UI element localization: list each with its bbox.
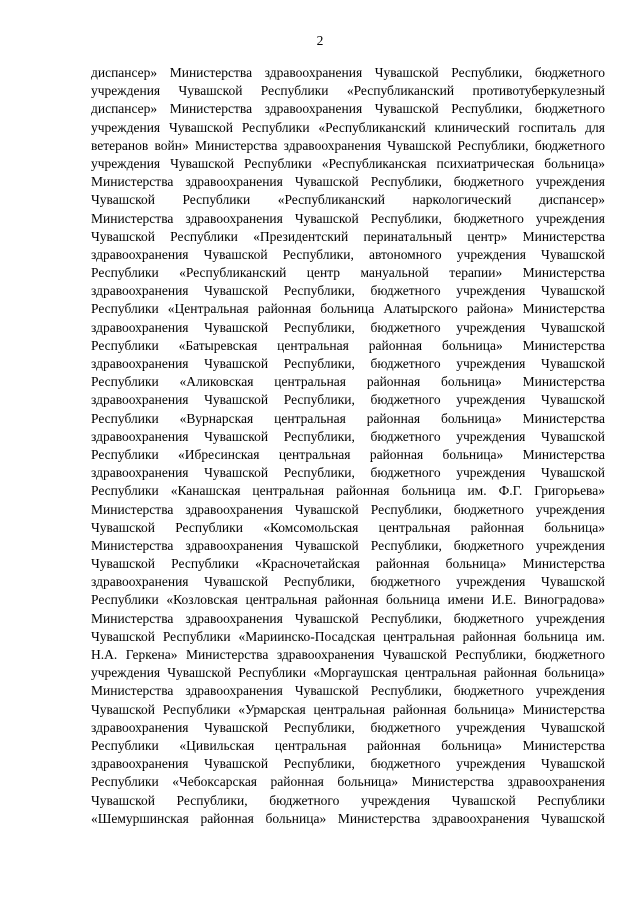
text-line: здравоохранения Чувашской Республики, бюджетного учреждения Чувашской	[91, 319, 605, 335]
text-line: Чувашской Республики «Красночетайская районная больница» Министерства	[91, 556, 605, 572]
page-number: 2	[316, 33, 324, 48]
text-line: Республики «Батыревская центральная районная больница» Министерства	[91, 337, 605, 353]
text-line: Министерства здравоохранения Чувашской Республики, бюджетного учреждения	[91, 174, 605, 190]
text-line: здравоохранения Чувашской Республики, автономного учреждения Чувашской	[91, 246, 605, 262]
text-line: «Шемуршинская районная больница» Министерства здравоохранения Чувашской	[91, 810, 605, 826]
text-line: учреждения Чувашской Республики «Республиканская психиатрическая больница»	[91, 155, 605, 171]
text-line: Чувашской Республики «Комсомольская центральная районная больница»	[91, 519, 605, 535]
text-line: здравоохранения Чувашской Республики, бюджетного учреждения Чувашской	[91, 574, 605, 590]
text-line: Министерства здравоохранения Чувашской Республики, бюджетного учреждения	[91, 501, 605, 517]
text-line: Чувашской Республики «Урмарская центральная районная больница» Министерства	[91, 701, 605, 717]
text-line: Чувашской Республики «Президентский перинатальный центр» Министерства	[91, 228, 605, 244]
text-line: Министерства здравоохранения Чувашской Республики, бюджетного учреждения	[91, 210, 605, 226]
text-line: диспансер» Министерства здравоохранения Чувашской Республики, бюджетного	[91, 65, 605, 80]
text-line: ветеранов войн» Министерства здравоохранения Чувашской Республики, бюджетного	[91, 137, 605, 153]
text-line: Министерства здравоохранения Чувашской Республики, бюджетного учреждения	[91, 537, 605, 553]
text-line: здравоохранения Чувашской Республики, бюджетного учреждения Чувашской	[91, 719, 605, 735]
text-line: учреждения Чувашской Республики «Республиканский клинический госпиталь для	[91, 119, 605, 135]
text-line: Чувашской Республики «Республиканский наркологический диспансер»	[91, 192, 605, 208]
text-line: здравоохранения Чувашской Республики, бюджетного учреждения Чувашской	[91, 465, 605, 481]
text-line: учреждения Чувашской Республики «Республиканский противотуберкулезный	[91, 83, 605, 99]
text-line: Чувашской Республики «Мариинско-Посадская центральная районная больница им.	[91, 628, 605, 644]
text-line: Республики «Канашская центральная районная больница им. Ф.Г. Григорьева»	[91, 483, 605, 499]
text-line: здравоохранения Чувашской Республики, бюджетного учреждения Чувашской	[91, 756, 605, 772]
text-line: Республики «Чебоксарская районная больница» Министерства здравоохранения	[91, 774, 605, 790]
text-line: Республики «Аликовская центральная районная больница» Министерства	[91, 374, 605, 390]
text-line: Чувашской Республики, бюджетного учреждения Чувашской Республики	[91, 792, 605, 808]
document-body	[91, 64, 605, 828]
text-line: Республики «Вурнарская центральная районная больница» Министерства	[91, 410, 605, 426]
text-line: диспансер» Министерства здравоохранения Чувашской Республики, бюджетного	[91, 101, 605, 117]
text-line: Министерства здравоохранения Чувашской Республики, бюджетного учреждения	[91, 683, 605, 699]
text-line: здравоохранения Чувашской Республики, бюджетного учреждения Чувашской	[91, 392, 605, 408]
text-line: Республики «Цивильская центральная районная больница» Министерства	[91, 737, 605, 753]
text-line: Н.А. Геркена» Министерства здравоохранения Чувашской Республики, бюджетного	[91, 647, 605, 662]
text-line: здравоохранения Чувашской Республики, бюджетного учреждения Чувашской	[91, 428, 605, 444]
text-line: здравоохранения Чувашской Республики, бюджетного учреждения Чувашской	[91, 283, 605, 299]
text-line: Республики «Республиканский центр мануальной терапии» Министерства	[91, 265, 605, 281]
text-line: Республики «Козловская центральная районная больница имени И.Е. Виноградова»	[91, 592, 605, 608]
text-line: Министерства здравоохранения Чувашской Республики, бюджетного учреждения	[91, 610, 605, 626]
text-line: учреждения Чувашской Республики «Моргаушская центральная районная больница»	[91, 665, 605, 681]
text-line: Республики «Центральная районная больница Алатырского района» Министерства	[91, 301, 605, 317]
text-line: Республики «Ибресинская центральная районная больница» Министерства	[91, 446, 605, 462]
text-line: здравоохранения Чувашской Республики, бюджетного учреждения Чувашской	[91, 356, 605, 371]
